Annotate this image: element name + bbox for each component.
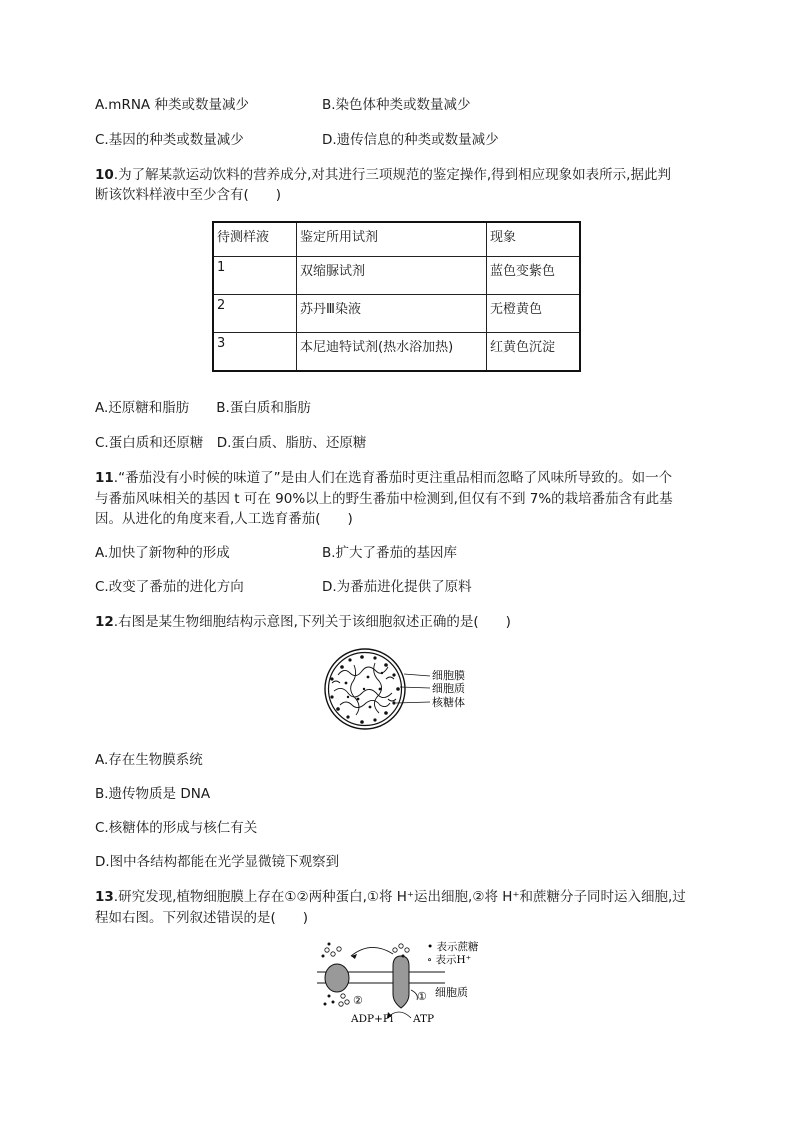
table-cell: 红黄色沉淀: [487, 333, 581, 372]
q11-number: 11: [95, 470, 114, 486]
q11-stem-line1: 11.“番茄没有小时候的味道了”是由人们在选育番茄时更注重品相而忽略了风味所导致的。如一个: [95, 470, 673, 486]
q11-stem-line2: 与番茄风味相关的基因 t 可在 90%以上的野生番茄中检测到,但仅有不到 7%的栽培番茄含有此基: [95, 491, 673, 507]
q12-option-c: C.核糖体的形成与核仁有关: [95, 820, 258, 836]
q12-option-a: A.存在生物膜系统: [95, 752, 203, 768]
label-protein-2: ②: [353, 994, 363, 1007]
table-header-row: [213, 222, 580, 257]
q12-number: 12: [95, 614, 114, 630]
q9-option-c: C.基因的种类或数量减少: [95, 132, 244, 148]
table-row: [213, 257, 580, 295]
q11-stem-line3: 因。从进化的角度来看,人工选育番茄( ): [95, 511, 353, 527]
q11-option-c: C.改变了番茄的进化方向: [95, 579, 244, 595]
q12-stem-line1: 12.右图是某生物细胞结构示意图,下列关于该细胞叙述正确的是( ): [95, 614, 511, 630]
legend-h-ion: ∘ 表示H⁺: [427, 954, 472, 966]
q9-option-b: B.染色体种类或数量减少: [322, 97, 471, 113]
legend-sucrose: • 表示蔗糖: [427, 941, 479, 953]
table-row: [213, 333, 580, 372]
q11-option-a: A.加快了新物种的形成: [95, 545, 230, 561]
table-cell: 苏丹Ⅲ染液: [297, 295, 487, 333]
q10-stem-line2: 断该饮料样液中至少含有( ): [95, 187, 282, 203]
table-cell: 无橙黄色: [487, 295, 581, 333]
table-header-cell: 待测样液: [213, 222, 297, 257]
label-adp-pi: ADP+Pi: [351, 1013, 394, 1025]
q10-stem-line1: 10.为了解某款运动饮料的营养成分,对其进行三项规范的鉴定操作,得到相应现象如表所示,据此判: [95, 167, 671, 183]
membrane-transport-figure: [315, 938, 485, 1028]
q13-number: 13: [95, 889, 114, 905]
table-header-cell: 鉴定所用试剂: [297, 222, 487, 257]
q10-options-ab: A.还原糖和脂肪 B.蛋白质和脂肪: [95, 400, 311, 416]
table-cell: 3: [213, 333, 297, 372]
q11-option-d: D.为番茄进化提供了原料: [322, 579, 472, 595]
q10-options-cd: C.蛋白质和还原糖 D.蛋白质、脂肪、还原糖: [95, 435, 367, 451]
q12-option-b: B.遗传物质是 DNA: [95, 786, 211, 802]
table-cell: 本尼迪特试剂(热水浴加热): [297, 333, 487, 372]
q9-option-a: A.mRNA 种类或数量减少: [95, 97, 249, 113]
q13-stem-line2: 程如右图。下列叙述错误的是( ): [95, 910, 309, 926]
label-atp: ATP: [413, 1013, 435, 1025]
table-header-cell: 现象: [487, 222, 581, 257]
label-cytoplasm-13: 细胞质: [435, 986, 468, 999]
table-cell: 蓝色变紫色: [487, 257, 581, 295]
reagent-table: [212, 221, 581, 372]
q9-option-d: D.遗传信息的种类或数量减少: [322, 132, 499, 148]
label-cell-membrane: 细胞膜: [432, 669, 465, 682]
table-cell: 双缩脲试剂: [297, 257, 487, 295]
table-cell: 2: [213, 295, 297, 333]
q10-number: 10: [95, 167, 114, 183]
label-ribosome: 核糖体: [432, 696, 465, 709]
prokaryotic-cell-figure: [320, 645, 480, 735]
label-protein-1: ①: [417, 990, 427, 1003]
q13-stem-line1: 13.研究发现,植物细胞膜上存在①②两种蛋白,①将 H⁺运出细胞,②将 H⁺和蔗糖分子同时运入细胞,过: [95, 889, 686, 905]
table-cell: 1: [213, 257, 297, 295]
q11-option-b: B.扩大了番茄的基因库: [322, 545, 458, 561]
label-cytoplasm: 细胞质: [432, 682, 465, 695]
table-row: [213, 295, 580, 333]
q12-option-d: D.图中各结构都能在光学显微镜下观察到: [95, 854, 340, 870]
